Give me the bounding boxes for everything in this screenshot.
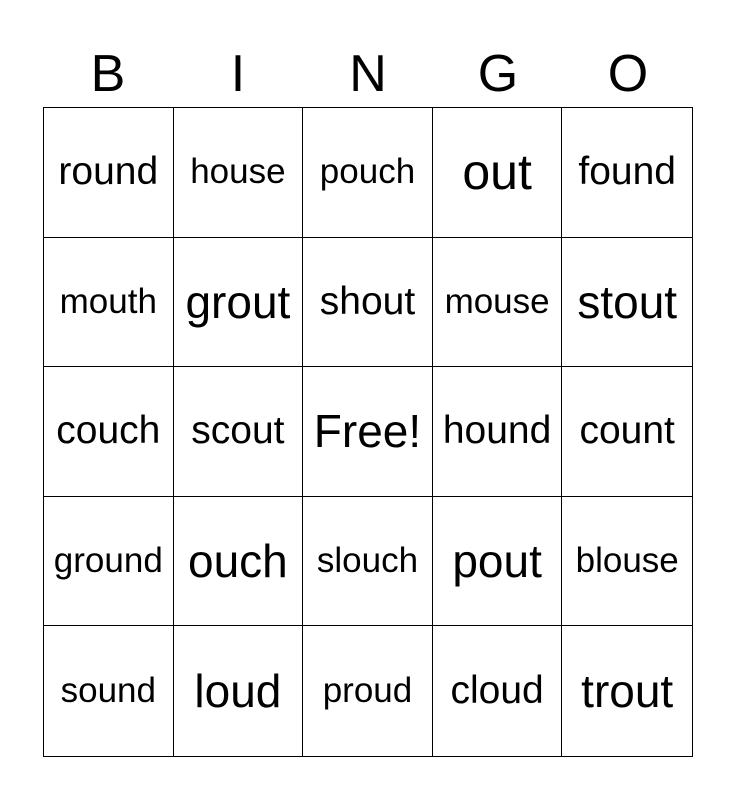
bingo-cell-r4c2[interactable]: ouch <box>174 497 304 627</box>
bingo-cell-r1c2[interactable]: house <box>174 108 304 238</box>
bingo-cell-r1c4[interactable]: out <box>433 108 563 238</box>
bingo-cell-r3c4[interactable]: hound <box>433 367 563 497</box>
bingo-cell-r4c5[interactable]: blouse <box>562 497 692 627</box>
bingo-board <box>43 107 693 757</box>
bingo-cell-r2c3[interactable]: shout <box>303 238 433 368</box>
bingo-cell-r5c5[interactable]: trout <box>581 665 674 718</box>
bingo-cell-r2c1[interactable]: mouth <box>44 238 174 368</box>
bingo-cell-r5c4[interactable]: cloud <box>433 626 563 756</box>
bingo-cell-r5c1[interactable]: sound <box>44 626 174 756</box>
bingo-cell-r5c2[interactable]: loud <box>174 626 304 756</box>
bingo-header <box>43 44 693 104</box>
bingo-cell-r3c5[interactable]: count <box>562 367 692 497</box>
bingo-cell-r4c1[interactable]: ground <box>44 497 174 627</box>
bingo-cell-r1c3[interactable]: pouch <box>303 108 433 238</box>
header-letter-i: I <box>230 45 246 103</box>
bingo-cell-r2c2[interactable]: grout <box>174 238 304 368</box>
header-letter-g: G <box>477 45 519 103</box>
bingo-cell-r4c3[interactable]: slouch <box>303 497 433 627</box>
bingo-cell-r2c4[interactable]: mouse <box>433 238 563 368</box>
header-letter-n: N <box>349 45 387 103</box>
bingo-cell-r2c5[interactable]: stout <box>562 238 692 368</box>
header-letter-b: B <box>90 45 126 103</box>
header-letter-o: O <box>607 45 649 103</box>
bingo-cell-r5c3[interactable]: proud <box>303 626 433 756</box>
bingo-cell-r1c5[interactable]: found <box>562 108 692 238</box>
bingo-cell-r1c1[interactable]: round <box>44 108 174 238</box>
bingo-cell-r3c1[interactable]: couch <box>44 367 174 497</box>
bingo-cell-r3c3-free[interactable]: Free! <box>303 367 433 497</box>
bingo-cell-r3c2[interactable]: scout <box>174 367 304 497</box>
bingo-cell-r4c4[interactable]: pout <box>433 497 563 627</box>
